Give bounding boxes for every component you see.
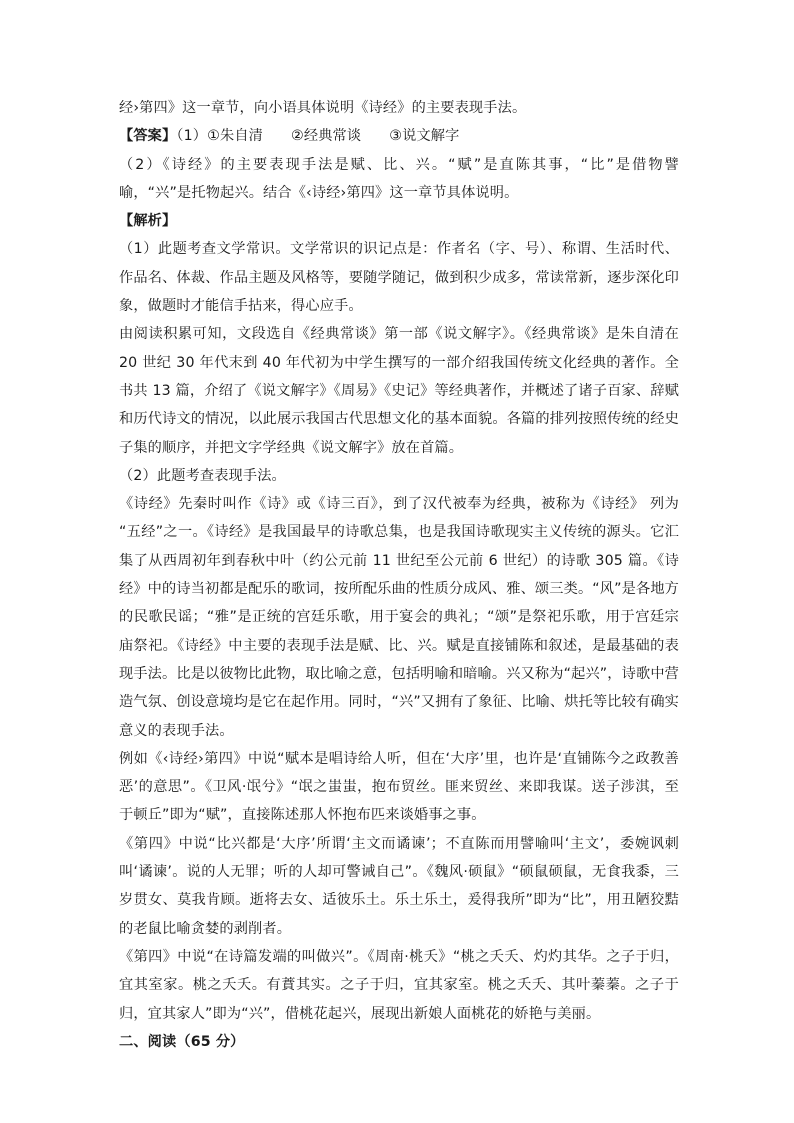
analysis-paragraph-2e: 《第四》中说“在诗篇发端的叫做兴”。《周南·桃夭》“桃之夭夭、灼灼其华。之子于归，宜其室家。桃之夭夭。有蕡其实。之子于归，宜其家室。桃之夭夭、其叶蓁蓁。之子于归，宜其家人”即为“兴”，借桃花起兴，展现出新娘人面桃花的娇艳与美丽。 bbox=[119, 948, 679, 1022]
answer-part-2: ②经典常谈 bbox=[291, 128, 362, 145]
answer-part-1: （1）①朱自清 bbox=[176, 128, 263, 145]
analysis-paragraph-1: （1）此题考查文学常识。文学常识的识记点是：作者名（字、号）、称谓、生活时代、作品名、体裁、作品主题及风格等，要随学随记，做到积少成多，常读常新，逐步深化印象，做题时才能信手拈来，得心应手。 bbox=[119, 241, 679, 315]
answer-part-3: ③说文解字 bbox=[389, 128, 460, 145]
analysis-paragraph-1b: 由阅读积累可知，文段选自《经典常谈》第一部《说文解字》。《经典常谈》是朱自清在 20 世纪 30 年代末到 40 年代初为中学生撰写的一部介绍我国传统文化经典的著作。全书共 13 篇，介绍了《说文解字》《周易》《史记》等经典著作，并概述了诸子百家、辞赋和历代诗文的情况，以此展示我国古代思想文化的基本面貌。各篇的排列按照传统的经史子集的顺序，并把文字学经典《说文解字》放在首篇。 bbox=[119, 326, 679, 456]
analysis-label: 【解析】 bbox=[119, 213, 177, 230]
analysis-paragraph-2b: 《诗经》先秦时叫作《诗》或《诗三百》，到了汉代被奉为经典，被称为《诗经》 列为 “五经”之一。《诗经》是我国最早的诗歌总集，也是我国诗歌现实主义传统的源头。它汇集了从西周初年到春秋中叶（约公元前 11 世纪至公元前 6 世纪）的诗歌 305 篇。《诗经》中的诗当初都是配乐的歌词，按所配乐曲的性质分成风、雅、颂三类。“风”是各地方的民歌民谣；“雅”是正统的宫廷乐歌，用于宴会的典礼；“颂”是祭祀乐歌，用于宫廷宗庙祭祀。《诗经》中主要的表现手法是赋、比、兴。赋是直接铺陈和叙述，是最基础的表现手法。比是以彼物比此物，取比喻之意，包括明喻和暗喻。兴又称为“起兴”，诗歌中营造气氛、创设意境均是它在起作用。同时，“兴”又拥有了象征、比喻、烘托等比较有确实意义的表现手法。 bbox=[119, 496, 679, 739]
answer-paragraph-2: （2）《诗经》的主要表现手法是赋、比、兴。“赋”是直陈其事，“比”是借物譬喻，“兴”是托物起兴。结合《‹诗经›第四》这一章节具体说明。 bbox=[119, 156, 679, 201]
document-body bbox=[119, 94, 679, 1056]
analysis-paragraph-2: （2）此题考查表现手法。 bbox=[119, 467, 286, 484]
answer-label: 【答案】 bbox=[119, 128, 177, 145]
analysis-paragraph-2d: 《第四》中说“比兴都是‘大序’所谓‘主文而谲谏’；不直陈而用譬喻叫‘主文’，委婉讽刺叫‘谲谏’。说的人无罪；听的人却可警诫自己”。《魏风·硕鼠》“硕鼠硕鼠，无食我黍，三岁贯女、莫我肯顾。逝将去女、适彼乐土。乐土乐土，爰得我所”即为“比”，用丑陋狡黠的老鼠比喻贪婪的剥削者。 bbox=[119, 835, 679, 937]
intro-line: 经›第四》这一章节，向小语具体说明《诗经》的主要表现手法。 bbox=[119, 100, 527, 116]
section-heading: 二、阅读（65 分） bbox=[119, 1033, 245, 1050]
answer-line bbox=[119, 122, 679, 150]
analysis-paragraph-2c: 例如《‹诗经›第四》中说“赋本是唱诗给人听，但在‘大序’里，也许是‘直铺陈今之政教善恶’的意思”。《卫风·氓兮》“氓之蚩蚩，抱布贸丝。匪来贸丝、来即我谋。送子涉淇，至于顿丘”即为“赋”，直接陈述那人怀抱布匹来谈婚事之事。 bbox=[119, 750, 679, 824]
